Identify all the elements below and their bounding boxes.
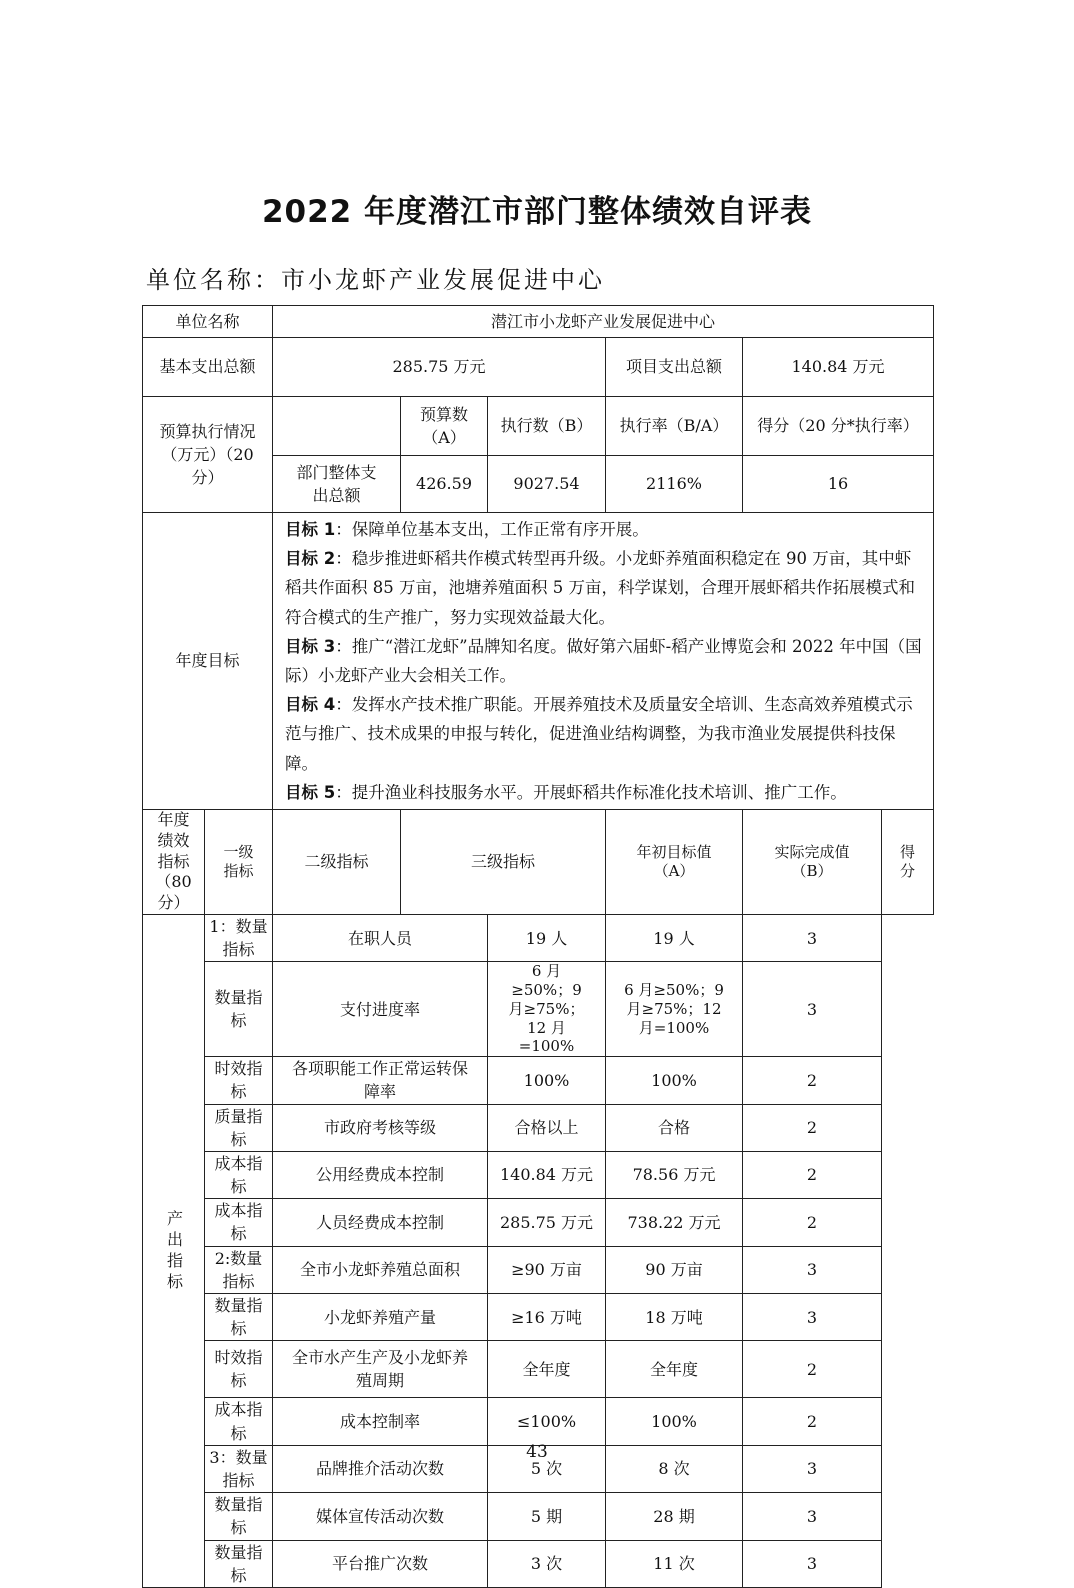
goal-2-text: ：稳步推进虾稻共作模式转型再升级。小龙虾养殖面积稳定在 90 万亩，其中虾稻共作面积 85 万亩，池塘养殖面积 5 万亩，科学谋划，合理开展虾稻共作拓展模式和符合模式的生产推广，努力实现效益最大化。: [285, 549, 915, 627]
evaluation-table: [142, 305, 934, 1588]
actual-cell: 100%: [606, 1398, 743, 1445]
actual-cell: 19 人: [606, 915, 743, 962]
level2-cell: 3：数量指标: [205, 1445, 273, 1492]
target-cell: ≥16 万吨: [488, 1294, 606, 1341]
table-row: [143, 962, 934, 1057]
table-row: [143, 1294, 934, 1341]
budget-header-score: 得分（20 分*执行率）: [743, 397, 934, 456]
table-row: [143, 1246, 934, 1293]
level3-cell: 媒体宣传活动次数: [273, 1493, 488, 1540]
level3-cell: 在职人员: [273, 915, 488, 962]
target-cell: ≥90 万亩: [488, 1246, 606, 1293]
unit-label: 单位名称: [143, 306, 273, 338]
actual-cell: 78.56 万元: [606, 1151, 743, 1198]
score-cell: 2: [743, 1398, 882, 1445]
budget-label: 预算执行情况（万元）（20 分）: [143, 397, 273, 513]
actual-cell: 8 次: [606, 1445, 743, 1492]
unit-name-line: 单位名称：市小龙虾产业发展促进中心: [146, 266, 605, 294]
score-cell: 3: [743, 962, 882, 1057]
score-cell: 2: [743, 1151, 882, 1198]
level1-value: 产出指标: [143, 915, 205, 1588]
goal-1-name: 目标 1: [285, 520, 336, 539]
actual-cell: 100%: [606, 1057, 743, 1104]
table-row: [143, 1104, 934, 1151]
budget-header-budget: 预算数（A）: [401, 397, 488, 456]
actual-cell: 6 月≥50%；9 月≥75%；12 月=100%: [606, 962, 743, 1057]
goal-5-text: ：提升渔业科技服务水平。开展虾稻共作标准化技术培训、推广工作。: [335, 782, 847, 802]
actual-cell: 全年度: [606, 1341, 743, 1398]
level2-cell: 成本指标: [205, 1398, 273, 1445]
annual-goal-text: [273, 513, 934, 810]
level3-cell: 平台推广次数: [273, 1540, 488, 1587]
project-expense-label: 项目支出总额: [606, 338, 743, 397]
target-cell: 3 次: [488, 1540, 606, 1587]
level3-cell: 全市小龙虾养殖总面积: [273, 1246, 488, 1293]
goal-3: [285, 632, 925, 690]
score-cell: 2: [743, 1057, 882, 1104]
table-row: [143, 1540, 934, 1587]
target-cell: 合格以上: [488, 1104, 606, 1151]
header-target: 年初目标值（A）: [606, 810, 743, 915]
target-cell: 100%: [488, 1057, 606, 1104]
header-level3: 三级指标: [401, 810, 606, 915]
score-cell: 3: [743, 915, 882, 962]
score-cell: 3: [743, 1540, 882, 1587]
level3-cell: 全市水产生产及小龙虾养殖周期: [273, 1341, 488, 1398]
score-value: 16: [743, 456, 934, 513]
score-cell: 3: [743, 1445, 882, 1492]
actual-cell: 18 万吨: [606, 1294, 743, 1341]
goal-1-text: ：保障单位基本支出，工作正常有序开展。: [335, 520, 649, 539]
budget-row-label: 部门整体支出总额: [273, 456, 401, 513]
level2-cell: 时效指标: [205, 1057, 273, 1104]
actual-cell: 90 万亩: [606, 1246, 743, 1293]
level3-cell: 品牌推介活动次数: [273, 1445, 488, 1492]
level3-cell: 人员经费成本控制: [273, 1199, 488, 1246]
goal-2: [285, 544, 925, 632]
basic-expense-value: 285.75 万元: [273, 338, 606, 397]
table-row: [143, 1398, 934, 1445]
table-row: [143, 1199, 934, 1246]
unit-row: [143, 306, 934, 338]
budget-header-row: [143, 397, 934, 456]
level3-cell: 小龙虾养殖产量: [273, 1294, 488, 1341]
actual-cell: 28 期: [606, 1493, 743, 1540]
level2-cell: 质量指标: [205, 1104, 273, 1151]
level2-cell: 1：数量指标: [205, 915, 273, 962]
page-title: 2022 年度潜江市部门整体绩效自评表: [261, 194, 813, 230]
budget-header-rate: 执行率（B/A）: [606, 397, 743, 456]
target-cell: 19 人: [488, 915, 606, 962]
level3-cell: 各项职能工作正常运转保障率: [273, 1057, 488, 1104]
level3-cell: 市政府考核等级: [273, 1104, 488, 1151]
header-score: 得分: [882, 810, 934, 915]
target-cell: 6 月≥50%；9 月≥75%；12 月=100%: [488, 962, 606, 1057]
actual-cell: 738.22 万元: [606, 1199, 743, 1246]
expense-row: [143, 338, 934, 397]
score-cell: 3: [743, 1246, 882, 1293]
score-cell: 2: [743, 1104, 882, 1151]
score-cell: 3: [743, 1493, 882, 1540]
table-row: [143, 915, 934, 962]
table-row: [143, 1341, 934, 1398]
level2-cell: 成本指标: [205, 1199, 273, 1246]
level3-cell: 公用经费成本控制: [273, 1151, 488, 1198]
page-number: 43: [526, 1442, 548, 1462]
exec-value: 9027.54: [488, 456, 606, 513]
performance-label: 年度绩效指标（80 分）: [143, 810, 205, 915]
table-row: [143, 1493, 934, 1540]
performance-header-row: [143, 810, 934, 915]
score-cell: 2: [743, 1199, 882, 1246]
header-actual: 实际完成值（B）: [743, 810, 882, 915]
budget-value: 426.59: [401, 456, 488, 513]
goal-3-text: ：推广“潜江龙虾”品牌知名度。做好第六届虾-稻产业博览会和 2022 年中国（国际）小龙虾产业大会相关工作。: [285, 636, 922, 686]
level3-cell: 支付进度率: [273, 962, 488, 1057]
level2-cell: 成本指标: [205, 1151, 273, 1198]
header-level2: 二级指标: [273, 810, 401, 915]
performance-rows: [143, 915, 934, 1588]
budget-blank-cell: [273, 397, 401, 456]
goal-4: [285, 690, 925, 778]
actual-cell: 合格: [606, 1104, 743, 1151]
goal-2-name: 目标 2: [285, 549, 336, 569]
target-cell: 140.84 万元: [488, 1151, 606, 1198]
rate-value: 2116%: [606, 456, 743, 513]
goal-4-name: 目标 4: [285, 695, 336, 715]
header-level1: 一级指标: [205, 810, 273, 915]
goal-5: [285, 778, 925, 807]
level3-cell: 成本控制率: [273, 1398, 488, 1445]
level2-cell: 时效指标: [205, 1341, 273, 1398]
target-cell: 5 次: [488, 1445, 606, 1492]
target-cell: 285.75 万元: [488, 1199, 606, 1246]
score-cell: 2: [743, 1341, 882, 1398]
level2-cell: 数量指标: [205, 1540, 273, 1587]
target-cell: 全年度: [488, 1341, 606, 1398]
goal-4-text: ：发挥水产技术推广职能。开展养殖技术及质量安全培训、生态高效养殖模式示范与推广、技术成果的申报与转化，促进渔业结构调整，为我市渔业发展提供科技保障。: [285, 695, 913, 773]
table-row: [143, 1151, 934, 1198]
goal-5-name: 目标 5: [285, 782, 336, 802]
actual-cell: 11 次: [606, 1540, 743, 1587]
goal-3-name: 目标 3: [285, 636, 336, 656]
annual-goal-label: 年度目标: [143, 513, 273, 810]
budget-header-exec: 执行数（B）: [488, 397, 606, 456]
unit-value: 潜江市小龙虾产业发展促进中心: [273, 306, 934, 338]
annual-goal-row: [143, 513, 934, 810]
target-cell: 5 期: [488, 1493, 606, 1540]
level2-cell: 2:数量指标: [205, 1246, 273, 1293]
project-expense-value: 140.84 万元: [743, 338, 934, 397]
table-row: [143, 1057, 934, 1104]
basic-expense-label: 基本支出总额: [143, 338, 273, 397]
level2-cell: 数量指标: [205, 1294, 273, 1341]
goal-1: [285, 515, 925, 544]
level2-cell: 数量指标: [205, 962, 273, 1057]
target-cell: ≤100%: [488, 1398, 606, 1445]
score-cell: 3: [743, 1294, 882, 1341]
level2-cell: 数量指标: [205, 1493, 273, 1540]
